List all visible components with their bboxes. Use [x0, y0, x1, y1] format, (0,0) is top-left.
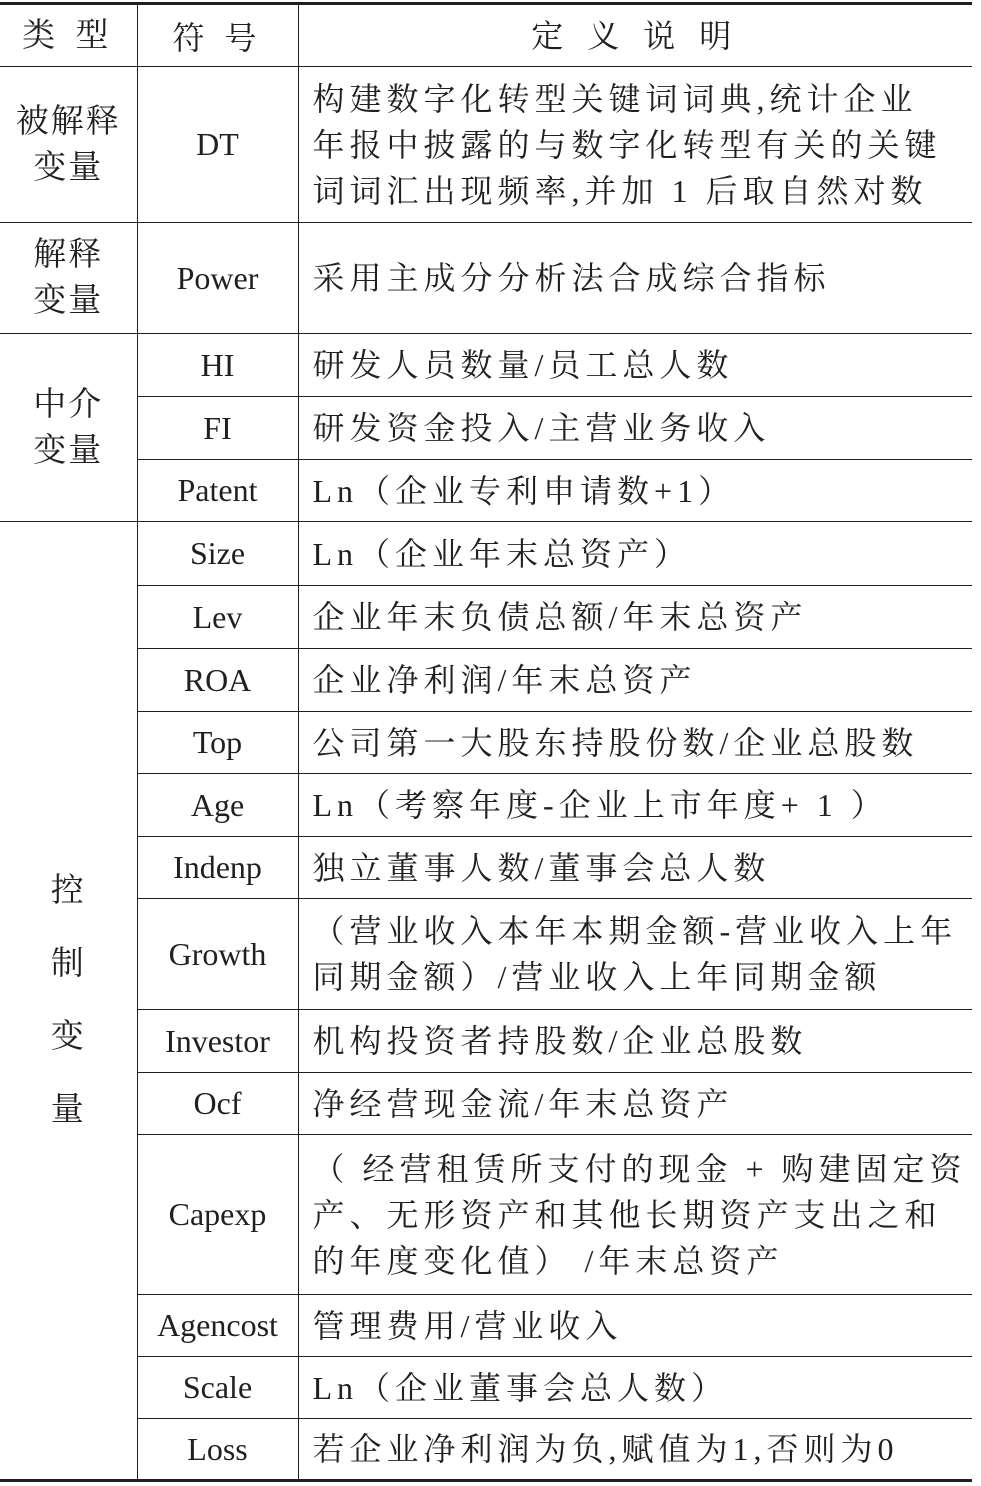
definition-line: Ln（企业年末总资产）: [312, 535, 692, 572]
definition-line: 产、无形资产和其他长期资产支出之和: [312, 1196, 942, 1233]
category-explanatory: [0, 223, 137, 334]
category-line: 被解释: [15, 103, 121, 140]
definition-line: 的年度变化值） /年末总资产: [312, 1242, 784, 1279]
definition-line: 机构投资者持股数/企业总股数: [312, 1023, 808, 1059]
symbol-cell: Loss: [137, 1419, 298, 1481]
category-char: 量: [50, 1091, 86, 1128]
header-row: [0, 4, 972, 67]
definition-line: 公司第一大股东持股份数/企业总股数: [312, 724, 919, 761]
definition-line: 独立董事人数/董事会总人数: [312, 849, 771, 886]
definition-line: 词词汇出现频率,并加 1 后取自然对数: [312, 172, 928, 209]
category-line: 变量: [33, 283, 104, 319]
symbol-cell: Patent: [137, 460, 298, 522]
table-row: [0, 334, 972, 397]
table-row: [0, 1135, 972, 1295]
definition-cell: [298, 899, 972, 1010]
definition-cell: [298, 1073, 972, 1135]
symbol-cell: Size: [137, 522, 298, 586]
header-symbol: 符 号: [137, 4, 298, 67]
category-line: 变量: [33, 432, 104, 469]
table-row: [0, 712, 972, 774]
definition-line: 采用主成分分析法合成综合指标: [312, 260, 831, 296]
table-row: [0, 774, 972, 837]
definition-cell: [298, 67, 972, 223]
table-row: [0, 1295, 972, 1357]
definition-line: 构建数字化转型关键词词典,统计企业: [312, 80, 918, 117]
definition-cell: [298, 334, 972, 397]
definition-cell: [298, 1357, 972, 1419]
symbol-cell: Top: [137, 712, 298, 774]
category-line: 解释: [33, 237, 104, 273]
table-row: [0, 1419, 972, 1481]
symbol-cell: Power: [137, 223, 298, 334]
category-dependent: [0, 67, 137, 223]
definition-line: 研发人员数量/员工总人数: [312, 347, 734, 383]
definition-line: 同期金额）/营业收入上年同期金额: [312, 959, 882, 995]
symbol-cell: FI: [137, 397, 298, 460]
definition-line: （营业收入本年本期金额-营业收入上年: [312, 913, 958, 949]
category-control: [0, 522, 137, 1481]
definition-cell: [298, 522, 972, 586]
definition-line: Ln（考察年度-企业上市年度+ 1 ）: [312, 787, 888, 823]
definition-line: 若企业净利润为负,赋值为1,否则为0: [312, 1431, 899, 1467]
table-row: [0, 397, 972, 460]
definition-cell: [298, 223, 972, 334]
category-char: 制: [50, 945, 86, 982]
category-mediator: [0, 334, 137, 522]
category-char: 控: [50, 872, 86, 909]
definition-line: 净经营现金流/年末总资产: [312, 1085, 734, 1122]
header-type: 类 型: [0, 4, 137, 67]
definition-cell: [298, 460, 972, 522]
symbol-cell: Growth: [137, 899, 298, 1010]
table-row: [0, 837, 972, 899]
variable-definition-table: [0, 2, 972, 1482]
definition-cell: [298, 649, 972, 712]
table-row: [0, 460, 972, 522]
definition-cell: [298, 1295, 972, 1357]
definition-line: Ln（企业董事会总人数）: [312, 1369, 729, 1406]
definition-line: 年报中披露的与数字化转型有关的关键: [312, 126, 942, 163]
table-row: [0, 67, 972, 223]
definition-cell: [298, 397, 972, 460]
definition-cell: [298, 712, 972, 774]
table-row: [0, 1357, 972, 1419]
definition-cell: [298, 586, 972, 649]
symbol-cell: Scale: [137, 1357, 298, 1419]
symbol-cell: Age: [137, 774, 298, 837]
table-row: [0, 586, 972, 649]
symbol-cell: Investor: [137, 1010, 298, 1073]
table-row: [0, 1010, 972, 1073]
symbol-cell: DT: [137, 67, 298, 223]
definition-line: Ln（企业专利申请数+1）: [312, 472, 736, 509]
definition-line: （ 经营租赁所支付的现金 + 购建固定资: [312, 1150, 967, 1187]
table-row: [0, 649, 972, 712]
symbol-cell: HI: [137, 334, 298, 397]
category-line: 中介: [33, 386, 104, 423]
definition-cell: [298, 1135, 972, 1295]
category-char: 变: [50, 1018, 86, 1055]
table-row: [0, 522, 972, 586]
definition-line: 企业净利润/年末总资产: [312, 662, 697, 698]
table-row: [0, 1073, 972, 1135]
definition-cell: [298, 1010, 972, 1073]
table-row: [0, 899, 972, 1010]
definition-line: 企业年末负债总额/年末总资产: [312, 599, 808, 635]
table-row: [0, 223, 972, 334]
symbol-cell: Ocf: [137, 1073, 298, 1135]
category-line: 变量: [33, 149, 104, 186]
definition-line: 管理费用/营业收入: [312, 1307, 623, 1344]
symbol-cell: Capexp: [137, 1135, 298, 1295]
header-definition: 定 义 说 明: [298, 4, 972, 67]
symbol-cell: Lev: [137, 586, 298, 649]
definition-cell: [298, 1419, 972, 1481]
definition-cell: [298, 774, 972, 837]
symbol-cell: Agencost: [137, 1295, 298, 1357]
definition-line: 研发资金投入/主营业务收入: [312, 410, 771, 446]
definition-cell: [298, 837, 972, 899]
symbol-cell: Indenp: [137, 837, 298, 899]
symbol-cell: ROA: [137, 649, 298, 712]
